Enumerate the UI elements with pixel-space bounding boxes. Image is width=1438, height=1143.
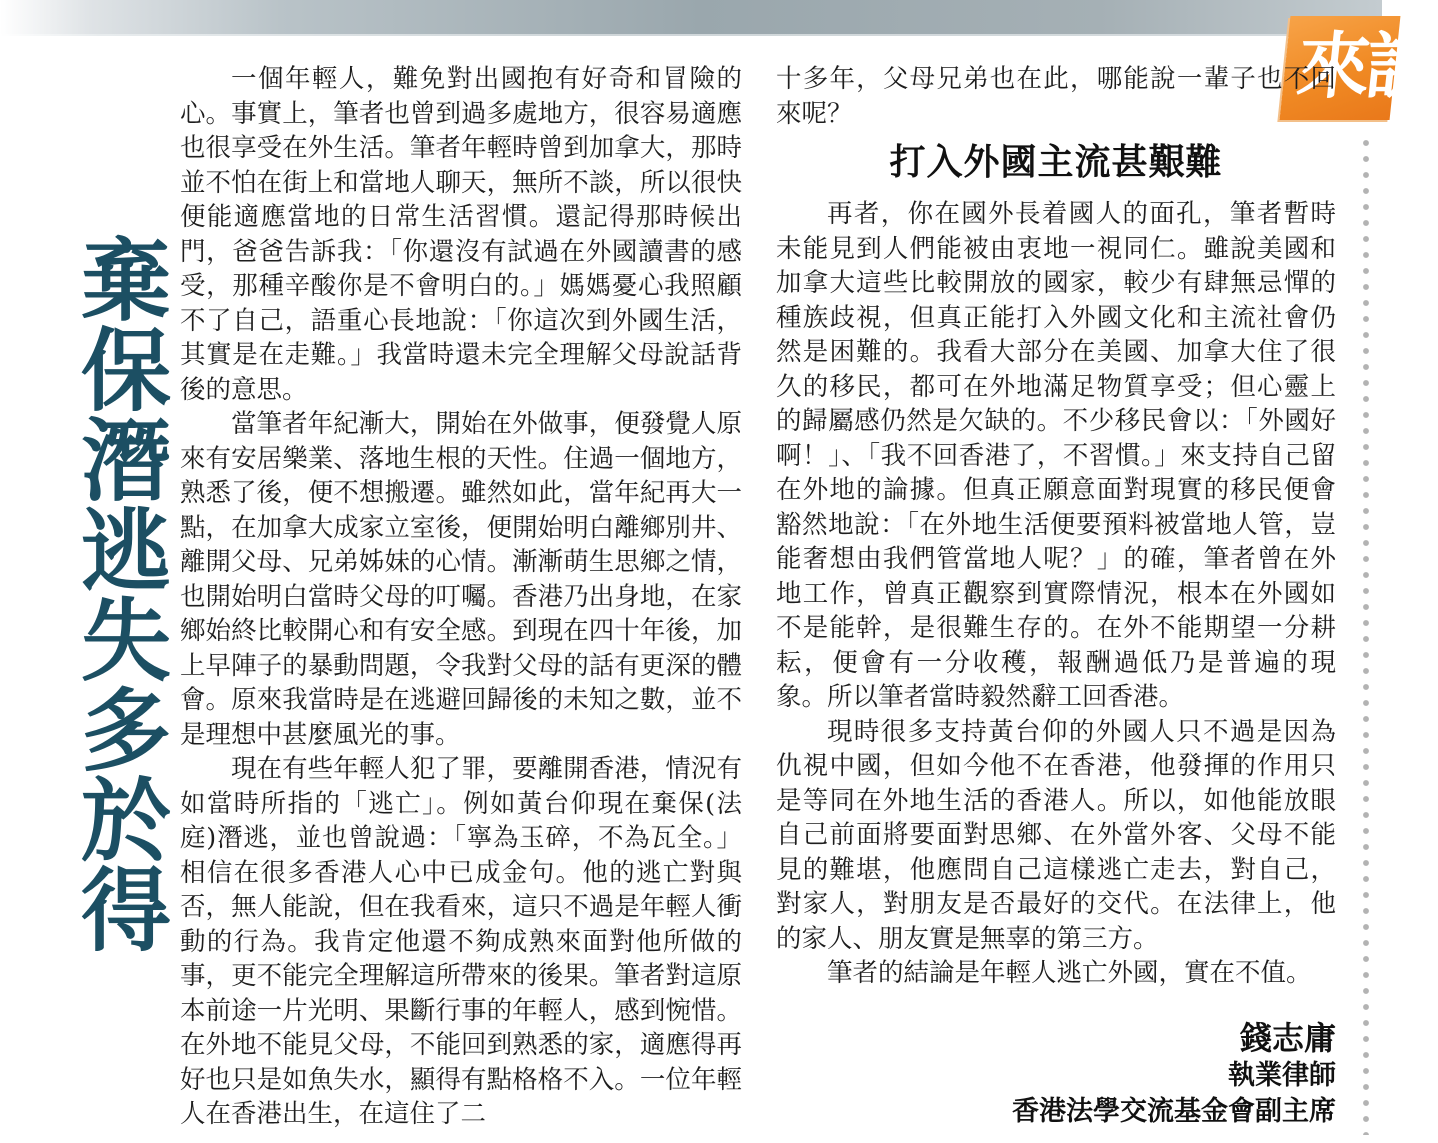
- author-name: 錢志庸: [1239, 1019, 1336, 1057]
- top-header-rule: [0, 34, 1382, 36]
- body-paragraph: 現時很多支持黃台仰的外國人只不過是因為仇視中國，但如今他不在香港，他發揮的作用只是等同在外地生活的香港人。所以，如他能放眼自己前面將要面對思鄉、在外當外客、父母不能見的難堪，他應問自己這樣逃亡走去，對自己，對家人，對朋友是否最好的交代。在法律上，他的家人、朋友實是無辜的第三方。: [776, 716, 1336, 954]
- dotted-divider: [1361, 135, 1371, 1135]
- body-paragraph: 筆者的結論是年輕人逃亡外國，實在不值。: [827, 958, 1312, 988]
- column-tag-label: 來訓: [1293, 24, 1438, 108]
- body-paragraph: 現在有些年輕人犯了罪，要離開香港，情況有如當時所指的「逃亡」。例如黃台仰現在棄保(法庭)潛逃，並也曾說過：「寧為玉碎，不為瓦全。」相信在很多香港人心中已成金句。他的逃亡對與否，無人能說，但在我看來，這只不過是年輕人衝動的行為。我肯定他還不夠成熟來面對他所做的事，更不能完全理解這所帶來的後果。筆者對這原本前途一片光明、果斷行事的年輕人，感到惋惜。在外地不能見父母，不能回到熟悉的家，適應得再好也只是如魚失水，顯得有點格格不入。一位年輕人在香港出生，在這住了二: [180, 754, 742, 1129]
- body-paragraph: 當筆者年紀漸大，開始在外做事，便發覺人原來有安居樂業、落地生根的天性。住過一個地方，熟悉了後，便不想搬遷。雖然如此，當年紀再大一點，在加拿大成家立室後，便開始明白離鄉別井、離開父母、兄弟姊妹的心情。漸漸萌生思鄉之情，也開始明白當時父母的叮囑。香港乃出身地，在家鄉始終比較開心和有安全感。到現在四十年後，加上早陣子的暴動問題，令我對父母的話有更深的體會。原來我當時是在逃避回歸後的未知之數，並不是理想中甚麼風光的事。: [180, 409, 742, 750]
- body-paragraph: 一個年輕人，難免對出國抱有好奇和冒險的心。事實上，筆者也曾到過多處地方，很容易適應也很享受在外生活。筆者年輕時曾到加拿大，那時並不怕在街上和當地人聊天，無所不談，所以很快便能適應當地的日常生活習慣。還記得那時候出門，爸爸告訴我：「你還沒有試過在外國讀書的感受，那種辛酸你是不會明白的。」媽媽憂心我照顧不了自己，語重心長地說：「你這次到外國生活，其實是在走難。」我當時還未完全理解父母說話背後的意思。: [180, 64, 742, 405]
- article-subheading: 打入外國主流甚艱難: [889, 142, 1223, 183]
- body-paragraph-continuation: 十多年，父母兄弟也在此，哪能說一輩子也不回來呢？: [776, 64, 1336, 129]
- body-paragraph: 再者，你在國外長着國人的面孔，筆者暫時未能見到人們能被由衷地一視同仁。雖說美國和加拿大這些比較開放的國家，較少有肆無忌憚的種族歧視，但真正能打入外國文化和主流社會仍然是困難的。我看大部分在美國、加拿大住了很久的移民，都可在外地滿足物質享受；但心靈上的歸屬感仍然是欠缺的。不少移民會以：「外國好啊！」、「我不回香港了，不習慣。」來支持自己留在外地的論據。但真正願意面對現實的移民便會豁然地說：「在外地生活便要預料被當地人管，豈能奢想由我們管當地人呢？」的確，筆者曾在外地工作，曾真正觀察到實際情況，根本在外國如不是能幹，是很難生存的。在外不能期望一分耕耘，便會有一分收穫，報酬過低乃是普遍的現象。所以筆者當時毅然辭工回香港。: [776, 199, 1336, 712]
- author-title: 執業律師: [1228, 1060, 1336, 1091]
- author-byline: [1012, 1018, 1336, 1130]
- article-left-column: [180, 62, 742, 1143]
- article-right-column: [776, 62, 1336, 991]
- author-affiliation: 香港法學交流基金會副主席: [1012, 1096, 1336, 1127]
- article-headline: 棄保潛逃失多於得: [65, 233, 170, 953]
- top-header-band: [0, 0, 1382, 34]
